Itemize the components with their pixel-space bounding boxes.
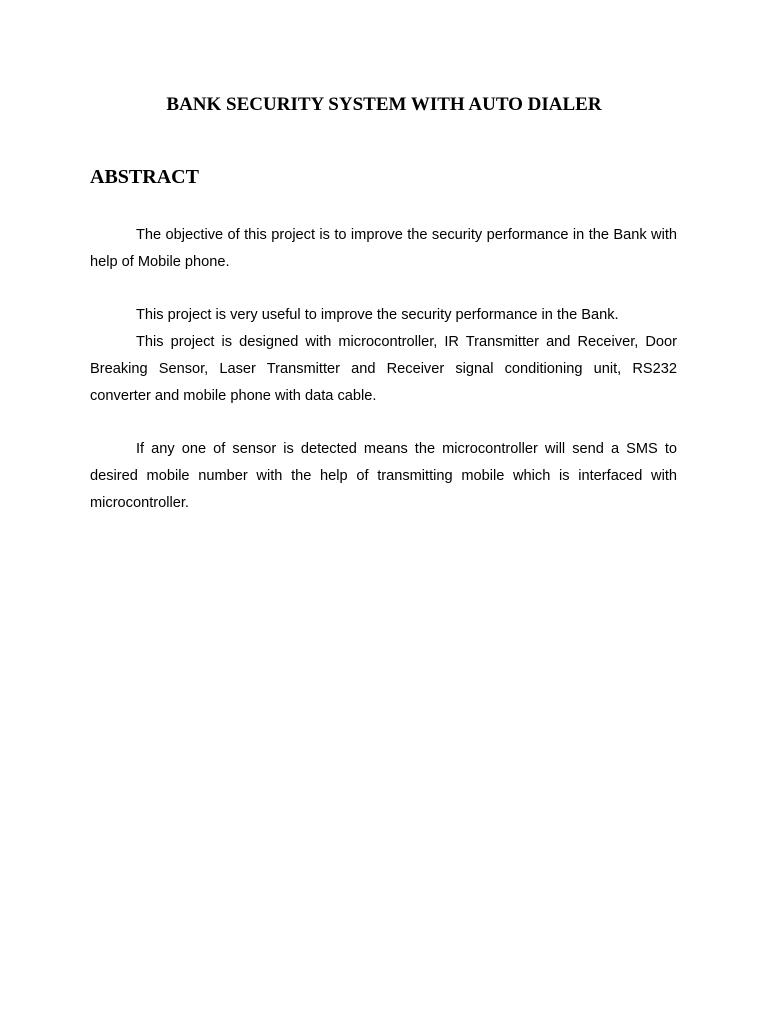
- document-title: BANK SECURITY SYSTEM WITH AUTO DIALER: [166, 94, 602, 115]
- abstract-body: [90, 222, 677, 517]
- paragraph-design: This project is designed with microcontroller, IR Transmitter and Receiver, Door Breaking Sensor, Laser Transmitter and Receiver signal conditioning unit, RS232 converter and mobile phone with data cable.: [90, 334, 677, 404]
- abstract-heading: ABSTRACT: [90, 166, 199, 188]
- paragraph-usefulness: This project is very useful to improve the security performance in the Bank.: [136, 307, 619, 324]
- paragraph-objective: The objective of this project is to improve the security performance in the Bank with help of Mobile phone.: [90, 227, 677, 270]
- paragraph-operation: If any one of sensor is detected means the microcontroller will send a SMS to desired mobile number with the help of transmitting mobile which is interfaced with microcontroller.: [90, 441, 677, 511]
